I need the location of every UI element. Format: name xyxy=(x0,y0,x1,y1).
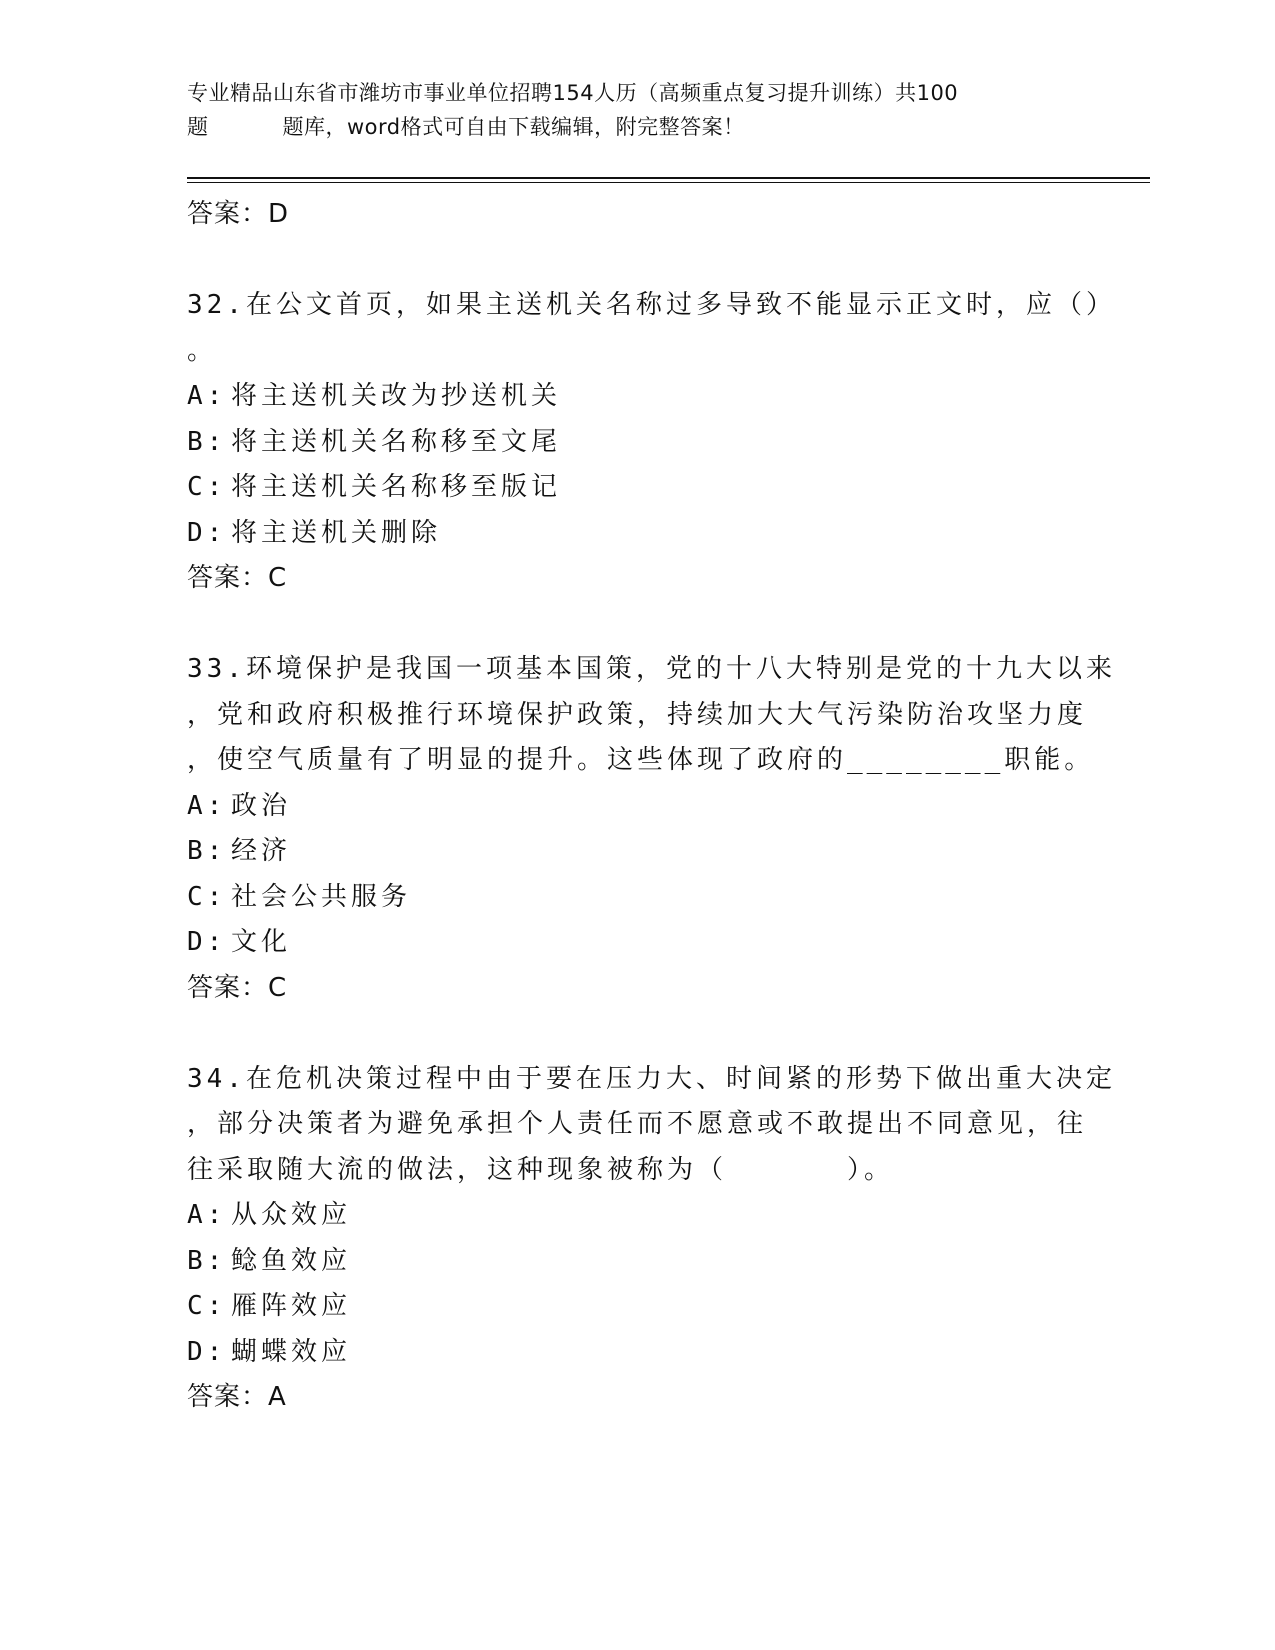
option-a xyxy=(187,1193,1087,1239)
header-line-2-right: 题库，word格式可自由下载编辑，附完整答案！ xyxy=(282,115,745,139)
option-letter: A: xyxy=(187,1200,227,1230)
option-text: 政治 xyxy=(231,790,292,821)
option-letter: B: xyxy=(187,1245,227,1276)
question-list xyxy=(187,192,1116,1421)
answer: 答案：A xyxy=(187,1382,287,1412)
option-text: 雁阵效应 xyxy=(231,1291,352,1321)
header-divider-thin xyxy=(187,182,1150,183)
option-b xyxy=(187,829,1087,875)
question-34 xyxy=(187,1057,1116,1421)
question-text-line: ，党和政府积极推行环境保护政策，持续加大大气污染防治攻坚力度 xyxy=(187,699,1088,730)
answer: 答案：C xyxy=(187,563,288,593)
question-text-line: 34.在危机决策过程中由于要在压力大、时间紧的形势下做出重大决定 xyxy=(187,1063,1116,1094)
option-letter: C: xyxy=(187,881,227,912)
option-text: 从众效应 xyxy=(231,1200,352,1230)
option-a xyxy=(187,784,1087,830)
option-b xyxy=(187,1239,1087,1285)
option-letter: B: xyxy=(187,836,227,866)
question-text-line: 32.在公文首页，如果主送机关名称过多导致不能显示正文时，应（） xyxy=(187,290,1116,320)
option-a xyxy=(187,374,1087,420)
option-text: 经济 xyxy=(231,836,292,866)
option-b xyxy=(187,420,1087,466)
question-text-line: 。 xyxy=(187,335,218,366)
option-letter: B: xyxy=(187,426,227,457)
option-letter: A: xyxy=(187,790,227,821)
option-text: 社会公共服务 xyxy=(231,881,412,912)
option-d xyxy=(187,511,1087,557)
option-letter: C: xyxy=(187,472,227,502)
option-d xyxy=(187,1330,1087,1376)
question-33 xyxy=(187,647,1116,1011)
question-text-line: ，使空气质量有了明显的提升。这些体现了政府的________职能。 xyxy=(187,745,1095,775)
option-letter: D: xyxy=(187,927,227,957)
question-text-line: 33.环境保护是我国一项基本国策，党的十八大特别是党的十九大以来 xyxy=(187,654,1116,684)
option-letter: D: xyxy=(187,517,227,548)
header-title-line-1: 专业精品山东省市潍坊市事业单位招聘154人历（高频重点复习提升训练）共100 xyxy=(187,81,959,105)
option-text: 文化 xyxy=(231,927,292,957)
option-text: 将主送机关名称移至文尾 xyxy=(231,426,562,457)
option-c xyxy=(187,875,1087,921)
option-c xyxy=(187,1284,1087,1330)
option-letter: C: xyxy=(187,1291,227,1321)
answer-previous: 答案：D xyxy=(187,199,290,229)
header-divider xyxy=(187,177,1150,179)
option-letter: D: xyxy=(187,1336,227,1367)
header-title-line-2 xyxy=(187,110,1087,144)
answer: 答案：C xyxy=(187,972,288,1003)
option-text: 鲶鱼效应 xyxy=(231,1245,352,1276)
option-text: 将主送机关删除 xyxy=(231,517,442,548)
question-text-line: ，部分决策者为避免承担个人责任而不愿意或不敢提出不同意见，往 xyxy=(187,1109,1088,1139)
question-text-line: 往采取随大流的做法，这种现象被称为（ ）。 xyxy=(187,1154,895,1185)
header-line-2-left: 题 xyxy=(187,115,209,139)
option-text: 将主送机关改为抄送机关 xyxy=(231,381,562,411)
option-letter: A: xyxy=(187,381,227,411)
document-header xyxy=(187,76,1087,144)
option-text: 将主送机关名称移至版记 xyxy=(231,472,562,502)
option-c xyxy=(187,465,1087,511)
question-32 xyxy=(187,283,1116,602)
option-text: 蝴蝶效应 xyxy=(231,1336,352,1367)
option-d xyxy=(187,920,1087,966)
